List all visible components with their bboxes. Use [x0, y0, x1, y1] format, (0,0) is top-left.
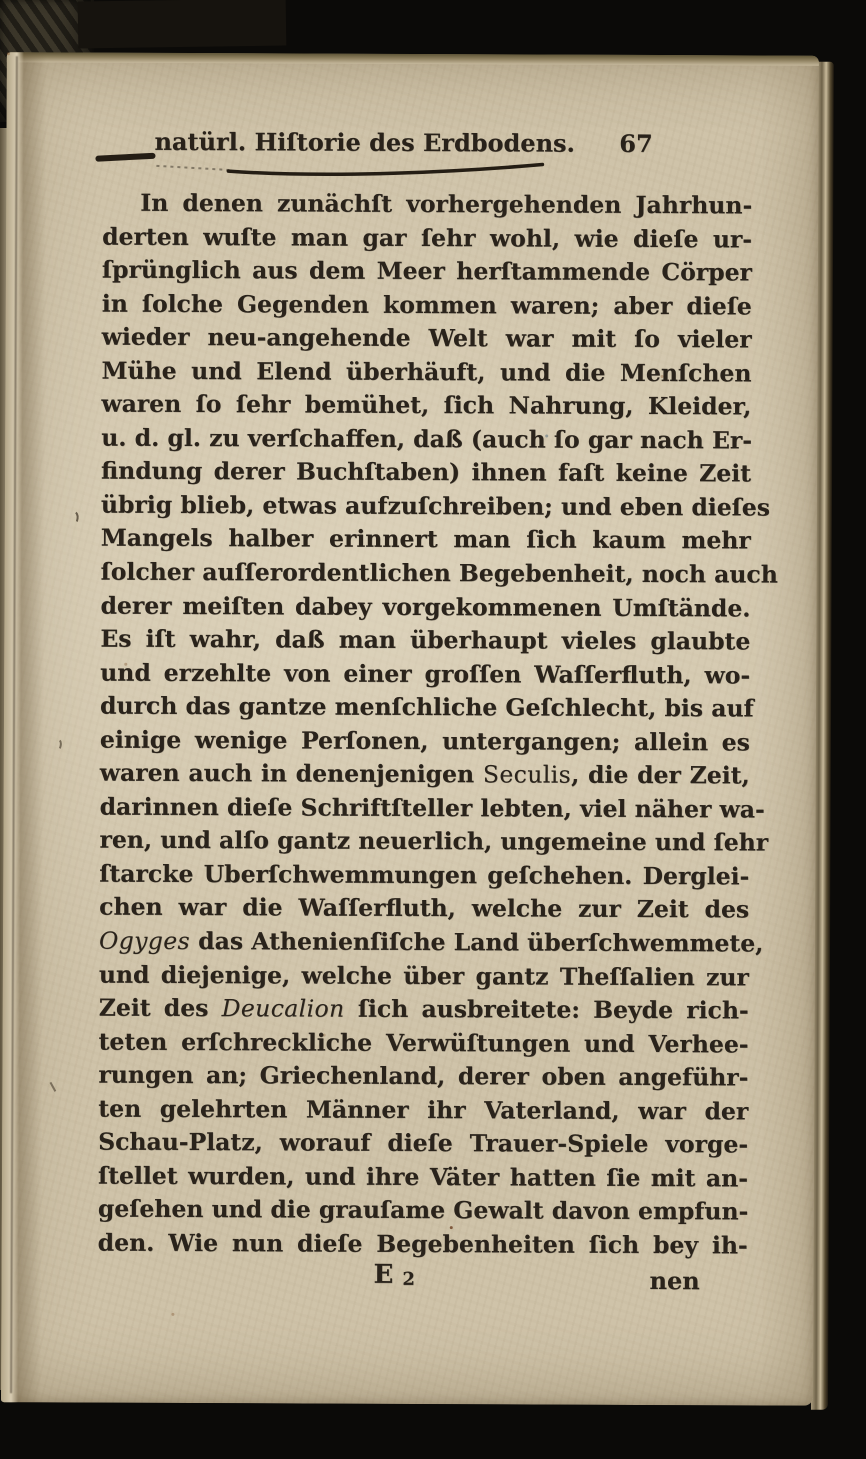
- fraktur-text: waren ſo ſehr bemühet, ſich Nahrung, Kleider,: [101, 389, 752, 421]
- text-line: [98, 925, 764, 961]
- running-header: [102, 127, 752, 159]
- text-line: [98, 1126, 748, 1162]
- fraktur-text: waren auch in denenjenigen: [99, 758, 483, 789]
- fraktur-text: einige wenige Perſonen, untergangen; allein es: [99, 725, 750, 757]
- fraktur-text: ſolcher auſſerordentlichen Begebenheit, noch auch: [100, 557, 778, 589]
- text-line: [100, 589, 750, 625]
- text-line: [98, 1159, 748, 1195]
- text-line: [102, 321, 752, 357]
- text-line: [99, 858, 749, 894]
- text-line: [99, 958, 749, 994]
- text-line: [101, 421, 751, 457]
- fraktur-text: darinnen dieſe Schriftſteller lebten, viel näher wa-: [99, 792, 765, 824]
- fraktur-text: ſtellet wurden, und ihre Väter hatten ſie mit an-: [97, 1161, 749, 1193]
- fraktur-text: Es iſt wahr, daß man überhaupt vieles glaubte: [100, 624, 751, 656]
- text-line: [100, 723, 750, 759]
- signature-letter: E: [373, 1259, 394, 1290]
- text-line: [101, 354, 751, 390]
- body-text: [97, 187, 778, 1263]
- text-line: [99, 1025, 749, 1061]
- fraktur-text: und erzehlte von einer groſſen Waſſerfluth, wo-: [100, 658, 751, 690]
- fraktur-text: derten wuſte man gar ſehr wohl, wie dieſe ur-: [102, 222, 753, 253]
- page-top-edge: [7, 52, 819, 66]
- text-line: [100, 656, 750, 692]
- fraktur-text: Mangels halber erinnert man ſich kaum mehr: [100, 524, 751, 555]
- fraktur-text: ren, und alſo gantz neuerlich, ungemeine und ſehr: [99, 825, 769, 857]
- text-line: [98, 1193, 748, 1229]
- text-line: [101, 388, 751, 424]
- text-line: [102, 220, 752, 256]
- latin-word: Deucalion: [221, 994, 345, 1023]
- fraktur-text: u. d. gl. zu verſchaffen, daß (auch ſo gar nach Er-: [101, 423, 753, 455]
- fraktur-text: ten gelehrten Männer ihr Vaterland, war der: [98, 1094, 749, 1126]
- latin-word: Ogyges: [98, 926, 191, 956]
- fraktur-text: derer meiſten dabey vorgekommenen Umſtände.: [100, 591, 751, 623]
- text-line: [100, 757, 750, 793]
- fraktur-text: in ſolche Gegenden kommen waren; aber dieſe: [101, 289, 752, 321]
- text-line: [99, 992, 749, 1028]
- text-line: [98, 1227, 748, 1263]
- text-line: [99, 690, 754, 726]
- fraktur-text: durch das gantze menſchliche Geſchlecht, bis auf: [99, 691, 754, 723]
- fraktur-text: geſehen und die grauſame Gewalt davon empfun-: [97, 1195, 749, 1226]
- fraktur-text: Schau-Platz, worauf dieſe Trauer-Spiele vorge-: [98, 1127, 749, 1159]
- text-line: [98, 1059, 748, 1095]
- fraktur-text: rungen an; Griechenland, derer oben angeführ-: [98, 1060, 749, 1092]
- fraktur-text: chen war die Waſſerfluth, welche zur Zeit des: [99, 893, 750, 924]
- text-line: [101, 522, 751, 558]
- fraktur-text: In denen zunächſt vorhergehenden Jahrhun-: [140, 188, 753, 220]
- text-line: [100, 489, 771, 525]
- fraktur-text: ſich ausbreitete: Beyde rich-: [344, 994, 749, 1025]
- fraktur-text: Mühe und Elend überhäuft, und die Menſchen: [101, 356, 752, 388]
- fraktur-text: übrig blieb, etwas aufzuſchreiben; und eben dieſes: [100, 490, 771, 522]
- fraktur-text: findung derer Buchſtaben) ihnen faſt keine Zeit: [101, 456, 752, 488]
- fraktur-text: ſprünglich aus dem Meer herſtammende Cörper: [101, 255, 753, 287]
- fraktur-text: , die der Zeit,: [571, 760, 750, 790]
- text-line: [102, 287, 752, 323]
- text-line: [101, 455, 751, 491]
- text-line: [98, 1092, 748, 1128]
- fraktur-text: das Athenienſiſche Land überſchwemmete,: [189, 927, 764, 958]
- fraktur-text: Zeit des: [98, 993, 222, 1023]
- signature-mark: [374, 1260, 415, 1290]
- fraktur-text: ſtarcke Uberſchwemmungen geſchehen. Derglei-: [99, 859, 750, 891]
- fraktur-text: und diejenige, welche über gantz Theſſalien zur: [98, 960, 749, 992]
- text-line: [99, 824, 769, 860]
- text-line: [100, 556, 778, 592]
- text-line: [99, 891, 749, 927]
- latin-word: Seculis: [482, 760, 572, 789]
- fraktur-text: teten erſchreckliche Verwüſtungen und Verhee-: [98, 1027, 749, 1059]
- fraktur-text: den. Wie nun dieſe Begebenheiten ſich bey ih-: [97, 1228, 748, 1260]
- catchword: nen: [649, 1266, 700, 1296]
- page-number: 67: [619, 128, 653, 159]
- text-line: [102, 254, 752, 290]
- text-line: [102, 187, 752, 223]
- book-page: [1, 52, 819, 1406]
- fraktur-text: wieder neu-angehende Welt war mit ſo vieler: [101, 322, 752, 354]
- running-title: natürl. Hiſtorie des Erdbodens.: [154, 126, 575, 158]
- paper-specks: [7, 52, 10, 55]
- signature-index: 2: [402, 1268, 415, 1290]
- text-line: [100, 623, 750, 659]
- text-line: [99, 790, 765, 826]
